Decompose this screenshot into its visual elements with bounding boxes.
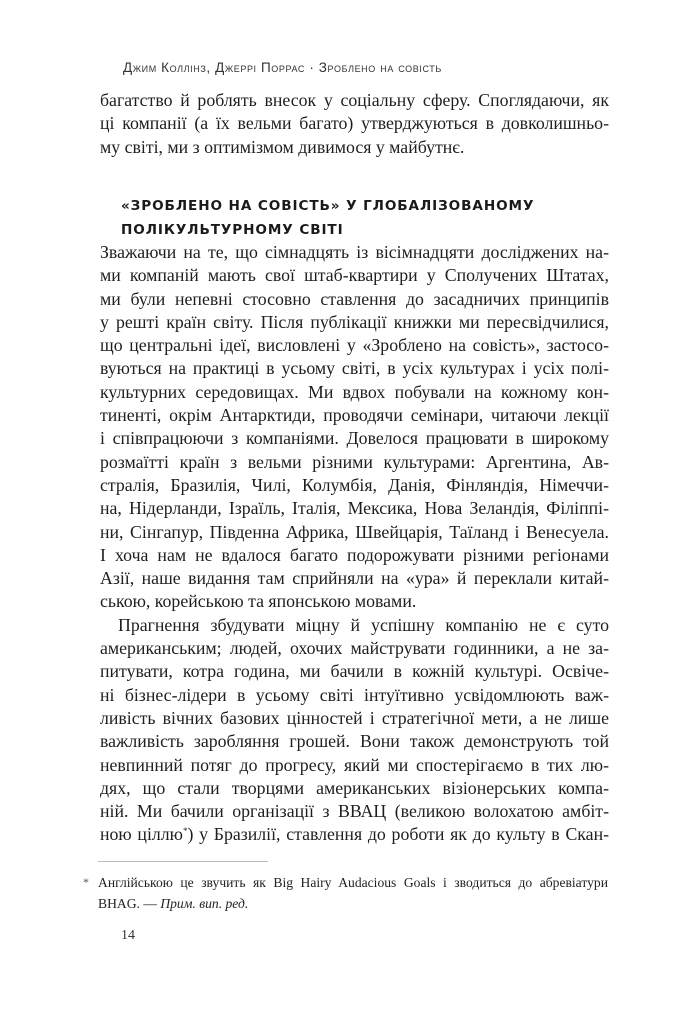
footnote-line: Англійською це звучить як Big Hairy Audacious Goals і зводиться до абревіатури [98,875,608,890]
footnote-text: BHAG. — [98,896,161,911]
text-line: вуються на практиці в усьому світі, в усіх культурах і усіх полі- [100,358,609,379]
text-line: важливість заробляння грошей. Вони також демонструють той [100,731,609,752]
text-line: ні бізнес-лідери в усьому світі інтуїтивно усвідомлюють важ- [100,684,609,705]
footnote-marker: * [83,875,89,889]
running-head: Джим Коллінз, Джеррі Поррас · Зроблено на совість [123,60,442,75]
text-line: і співпрацюючи з компаніями. Довелося працювати в широкому [100,428,609,449]
heading-line: ПОЛІКУЛЬТУРНОМУ СВІТІ [121,222,344,238]
footnote-divider [98,861,268,862]
text-line: стралія, Бразилія, Чилі, Колумбія, Данія, Фінляндія, Німеччи- [100,474,609,495]
text-line: культурних середовищах. Ми вдвох побували на кожному кон- [100,381,609,402]
section-body [100,241,609,847]
text-line: тиненті, окрім Антарктиди, проводячи семінари, читаючи лекції [100,405,609,426]
text-line: що центральні ідеї, висловлені у «Зроблено на совість», застосо- [100,335,609,356]
text-line: Азії, наше видання там сприйняли на «ура» й переклали китай- [100,568,609,589]
text-fragment: ) у Бразилії, ставлення до роботи як до культу в Скан- [187,824,609,845]
page-number: 14 [121,928,135,943]
text-line: дях, що стали творцями американських візіонерських компа- [100,777,609,798]
text-line: ливість вічних базових цінностей і стратегічної мети, а не лише [100,707,609,728]
text-line: ми компаній мають свої штаб-квартири у Сполучених Штатах, [100,265,609,286]
text-line: Зважаючи на те, що сімнадцять із вісімнадцяти досліджених на- [100,242,609,262]
text-line: американським; людей, охочих майструвати годинники, а не за- [100,638,609,659]
text-line: ці компанії (а їх вельми багато) утверджуються в довколишньо- [100,113,609,134]
text-line: у решті країн світу. Після публікації книжки ми пересвідчилися, [100,311,609,332]
text-line: ми були непевні стосовно ставлення до засадничих принципів [100,288,609,309]
text-line: ською, корейською та японською мовами. [100,591,417,612]
footnote [83,872,608,914]
text-line: му світі, ми з оптимізмом дивимося у майбутнє. [100,136,465,157]
footnote-reference[interactable]: * [182,826,188,837]
heading-line: «ЗРОБЛЕНО НА СОВІСТЬ» У ГЛОБАЛІЗОВАНОМУ [121,198,535,214]
section-heading [121,194,601,242]
footnote-line [98,893,608,914]
paragraph-continued [100,89,609,159]
text-line: на, Нідерланди, Ізраїль, Італія, Мексика, Нова Зеландія, Філіппі- [100,498,609,519]
text-line: розмаїтті країн з вельми різними культурами: Аргентина, Ав- [100,451,609,472]
text-line: ній. Ми бачили організації з ВВАЦ (великою волохатою амбіт- [100,801,609,822]
text-line: І хоча нам не вдалося багато подорожувати різними регіонами [100,544,609,565]
text-fragment: ною ціллю [100,824,183,845]
text-line: Прагнення збудувати міцну й успішну компанію не є суто [118,614,609,635]
text-line: ни, Сінгапур, Південна Африка, Швейцарія, Таїланд і Венесуела. [100,521,609,542]
text-line: невпинний потяг до прогресу, який ми спостерігаємо в тих лю- [100,754,609,775]
text-line: багатство й роблять внесок у соціальну сферу. Споглядаючи, як [100,90,609,110]
text-line-with-footnote-ref [100,823,609,846]
editor-note: Прим. вип. ред. [160,896,249,911]
text-line: питувати, котра година, ми бачили в кожній культурі. Освіче- [100,661,609,682]
